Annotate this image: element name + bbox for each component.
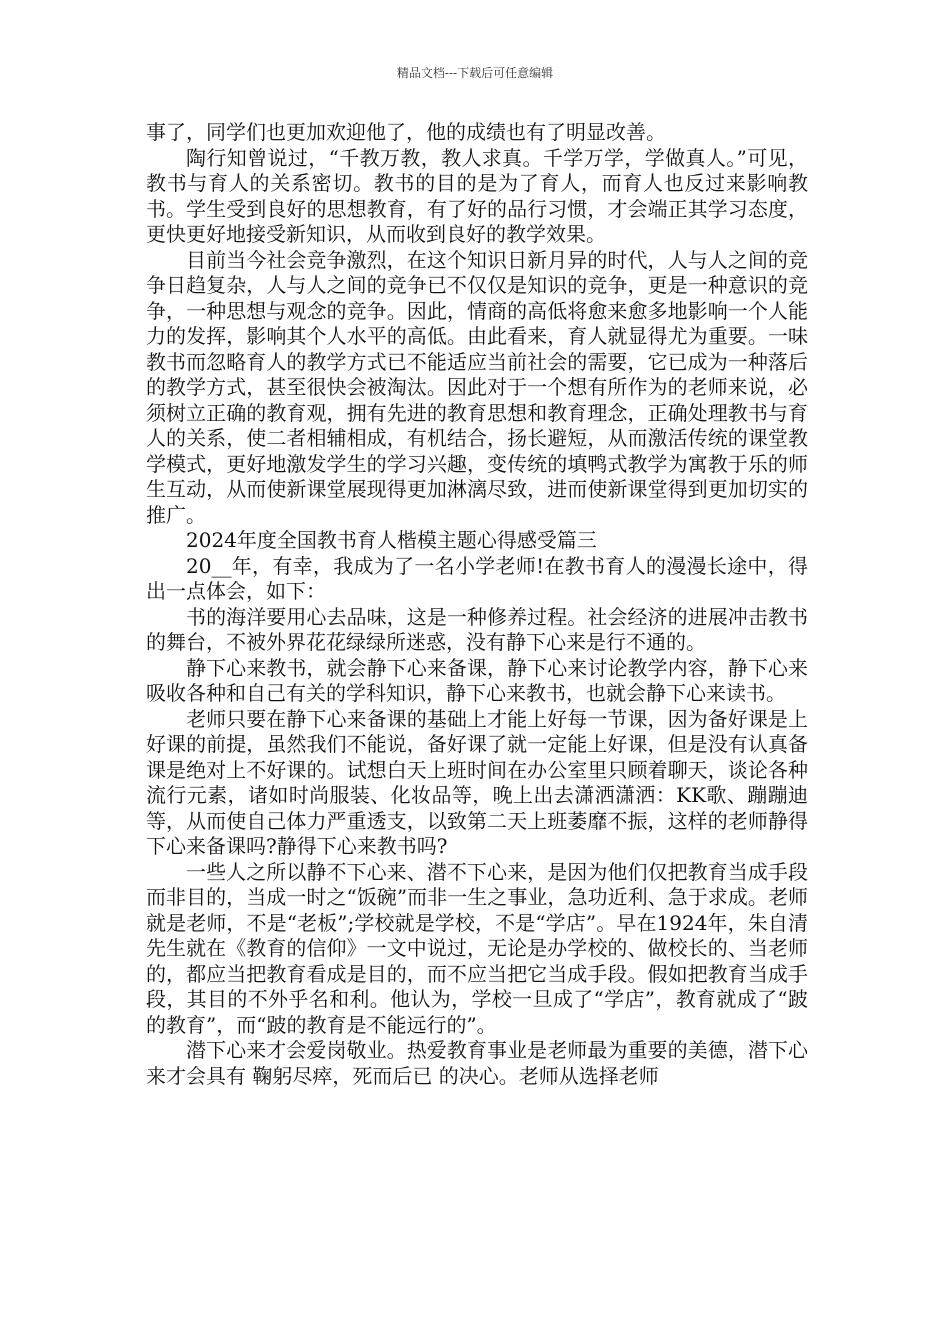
page-header: 精品文档---下载后可任意编辑 <box>396 66 554 80</box>
paragraph: 陶行知曾说过，“千教万教，教人求真。千学万学，学做真人。”可见，教书与育人的关系密切。教书的目的是为了育人，而育人也反过来影响教书。学生受到良好的思想教育，有了好的品行习惯，才会端正其学习态度，更快更好地接受新知识，从而收到良好的教学效果。 <box>146 145 808 246</box>
paragraph: 20__年，有幸，我成为了一名小学老师!在教书育人的漫漫长途中，得出一点体会，如下： <box>146 553 808 603</box>
paragraph: 老师只要在静下心来备课的基础上才能上好每一节课，因为备好课是上好课的前提，虽然我们不能说，备好课了就一定能上好课，但是没有认真备课是绝对上不好课的。试想白天上班时间在办公室里只顾着聊天，谈论各种流行元素，诸如时尚服装、化妆品等，晚上出去潇洒潇洒：KK歌、蹦蹦迪等，从而使自己体力严重透支，以致第二天上班萎靡不振，这样的老师静得下心来备课吗?静得下心来教书吗? <box>146 706 808 858</box>
paragraph: 书的海洋要用心去品味，这是一种修养过程。社会经济的进展冲击教书的舞台，不被外界花花绿绿所迷惑，没有静下心来是行不通的。 <box>146 604 808 654</box>
paragraph: 目前当今社会竞争激烈，在这个知识日新月异的时代，人与人之间的竞争日趋复杂，人与人之间的竞争已不仅仅是知识的竞争，更是一种意识的竞争，一种思想与观念的竞争。因此，情商的高低将愈来愈多地影响一个人能力的发挥，影响其个人水平的高低。由此看来，育人就显得尤为重要。一味教书而忽略育人的教学方式已不能适应当前社会的需要，它已成为一种落后的教学方式，甚至很快会被淘汰。因此对于一个想有所作为的老师来说，必须树立正确的教育观，拥有先进的教育思想和教育理念，正确处理教书与育人的关系，使二者相辅相成，有机结合，扬长避短，从而激活传统的课堂教学模式，更好地激发学生的学习兴趣，变传统的填鸭式教学为寓教于乐的师生互动，从而使新课堂展现得更加淋漓尽致，进而使新课堂得到更加切实的推广。 <box>146 247 808 527</box>
paragraph: 潜下心来才会爱岗敬业。热爱教育事业是老师最为重要的美德，潜下心来才会具有 鞠躬尽瘁，死而后已 的决心。老师从选择老师 <box>146 1038 808 1088</box>
paragraph: 静下心来教书，就会静下心来备课，静下心来讨论教学内容，静下心来吸收各种和自己有关的学科知识，静下心来教书，也就会静下心来读书。 <box>146 655 808 705</box>
section-title: 2024年度全国教书育人楷模主题心得感受篇三 <box>186 528 597 552</box>
paragraph: 事了，同学们也更加欢迎他了，他的成绩也有了明显改善。 <box>146 120 666 144</box>
document-body <box>146 120 808 1089</box>
paragraph: 一些人之所以静不下心来、潜不下心来，是因为他们仅把教育当成手段而非目的，当成一时之“饭碗”而非一生之事业，急功近利、急于求成。老师就是老师，不是“老板”;学校就是学校，不是“学店”。早在1924年，朱自清先生就在《教育的信仰》一文中说过，无论是办学校的、做校长的、当老师的，都应当把教育看成是目的，而不应当把它当成手段。假如把教育当成手段，其目的不外乎名和利。他认为，学校一旦成了“学店”，教育就成了“跛的教育”，而“跛的教育是不能远行的”。 <box>146 859 808 1037</box>
